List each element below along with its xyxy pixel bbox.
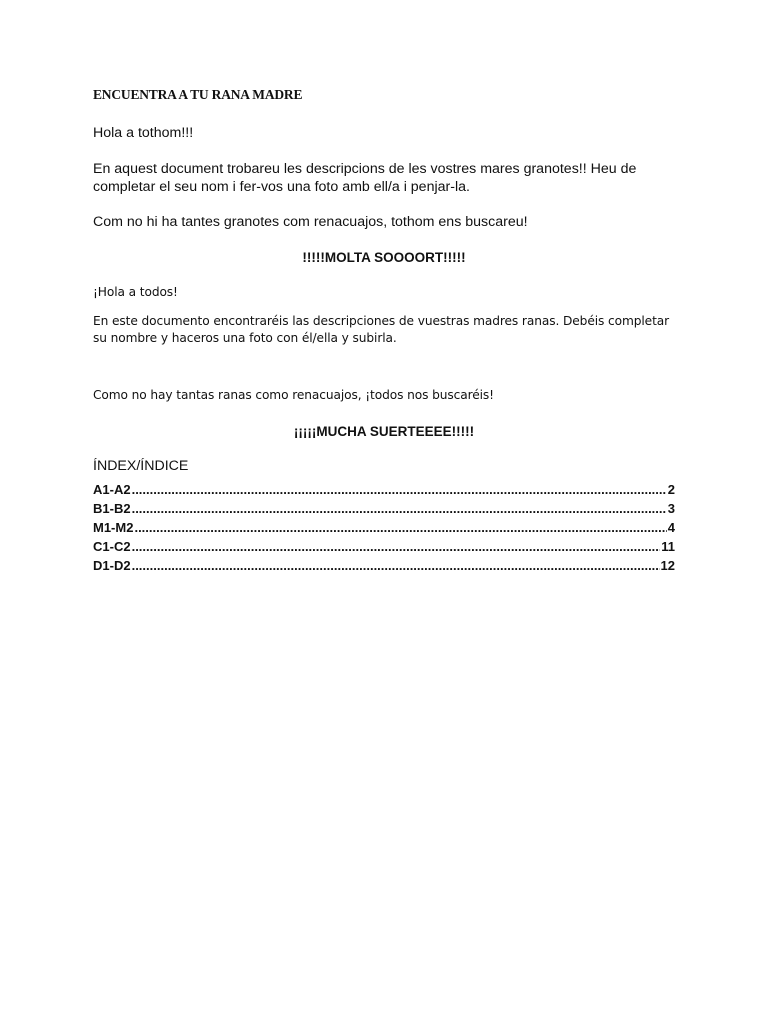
toc-entry-c1-c2[interactable]	[93, 537, 675, 556]
toc-entry-label: D1-D2	[93, 558, 131, 573]
index-heading: ÍNDEX/ÍNDICE	[93, 458, 189, 474]
toc-entry-label: A1-A2	[93, 482, 131, 497]
toc-entry-b1-b2[interactable]	[93, 499, 675, 518]
catalan-search-paragraph: Com no hi ha tantes granotes com renacuajos, tothom ens buscareu!	[93, 214, 528, 230]
spanish-good-luck: ¡¡¡¡¡MUCHA SUERTEEEE!!!!!	[293, 424, 475, 439]
toc-entry-label: C1-C2	[93, 539, 131, 554]
spanish-greeting: ¡Hola a todos!	[93, 285, 178, 299]
catalan-intro-paragraph: En aquest document trobareu les descripcions de les vostres mares granotes!! Heu de completar el seu nom i fer-vos una foto amb ell/a i penjar-la.	[93, 161, 637, 195]
table-of-contents	[93, 480, 675, 575]
toc-entry-page: 4	[667, 520, 675, 535]
toc-entry-label: M1-M2	[93, 520, 134, 535]
spanish-intro-paragraph: En este documento encontraréis las descripciones de vuestras madres ranas. Debéis completar su nombre y haceros una foto con él/ella y subirla.	[93, 314, 670, 345]
toc-entry-page: 2	[667, 482, 675, 497]
page-title: ENCUENTRA A TU RANA MADRE	[93, 87, 303, 102]
toc-entry-page: 11	[661, 539, 675, 554]
toc-dot-leader	[132, 480, 667, 499]
toc-entry-page: 3	[667, 501, 675, 516]
toc-entry-m1-m2[interactable]	[93, 518, 675, 537]
toc-entry-a1-a2[interactable]	[93, 480, 675, 499]
toc-entry-d1-d2[interactable]	[93, 556, 675, 575]
toc-entry-page: 12	[660, 558, 675, 573]
catalan-good-luck: !!!!!MOLTA SOOOORT!!!!!	[302, 250, 466, 265]
spanish-search-paragraph: Como no hay tantas ranas como renacuajos, ¡todos nos buscaréis!	[93, 388, 494, 402]
toc-dot-leader	[132, 556, 660, 575]
toc-dot-leader	[132, 499, 667, 518]
toc-dot-leader	[132, 537, 661, 556]
toc-entry-label: B1-B2	[93, 501, 131, 516]
toc-dot-leader	[134, 518, 666, 537]
catalan-greeting: Hola a tothom!!!	[93, 125, 194, 141]
